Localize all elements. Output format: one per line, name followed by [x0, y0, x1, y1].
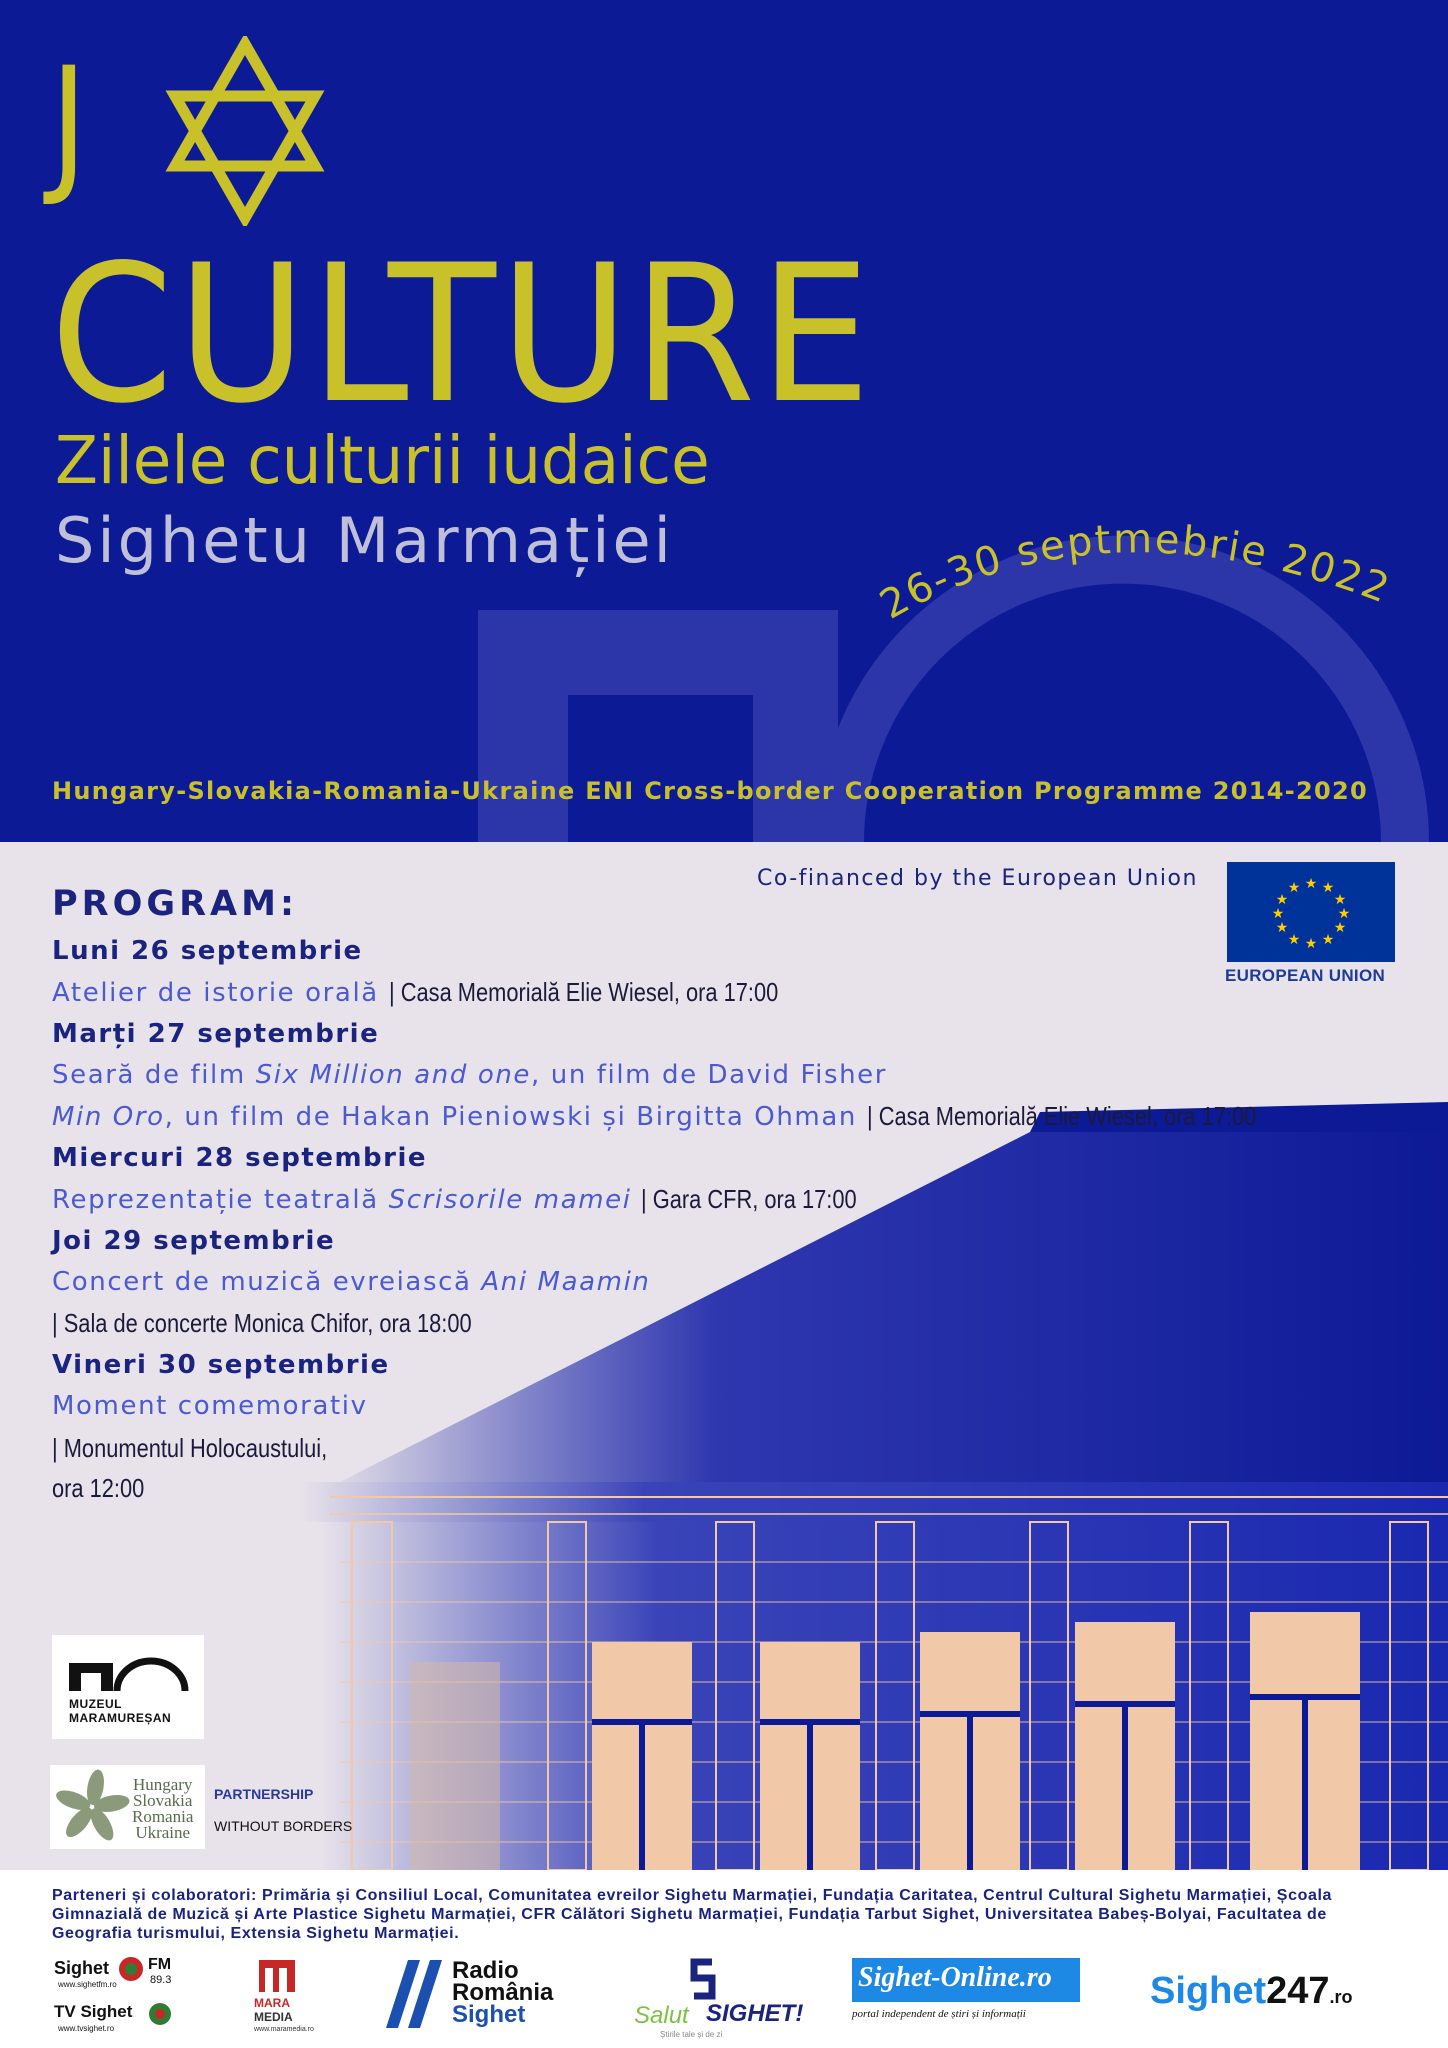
mara-media-url: www.maramedia.ro	[254, 2026, 314, 2033]
salut-tagline: Știrile tale și de zi	[660, 2030, 723, 2039]
svg-text:26-30 septmebrie 2022	[872, 516, 1396, 628]
svg-text:★: ★	[1304, 936, 1318, 952]
tv-sighet-logo: TV Sighet	[54, 2002, 133, 2021]
day-heading: Marți 27 septembrie	[52, 1019, 380, 1049]
event-title-italic: Ani Maamin	[481, 1267, 651, 1297]
event-line	[52, 1101, 1330, 1132]
dates-text: 26-30 septmebrie 2022	[872, 516, 1397, 629]
sighet247-a: Sighet	[1150, 1970, 1267, 2012]
radio-line3: Sighet	[452, 2001, 526, 2028]
tv-sighet-icon	[148, 2002, 172, 2026]
svg-text:★: ★	[1275, 892, 1289, 908]
event-title-italic: Six Million and one	[255, 1060, 532, 1090]
day-heading: Miercuri 28 septembrie	[52, 1143, 428, 1173]
event-line	[52, 977, 852, 1008]
fm-label: FM	[148, 1956, 172, 1973]
svg-text:★: ★	[1321, 932, 1335, 948]
program-title: PROGRAM:	[52, 884, 298, 924]
event-title-part: Concert de muzică evreiască	[52, 1267, 482, 1297]
partnership-label: PARTNERSHIP	[214, 1786, 314, 1802]
sighet-online-label: Sighet-Online.ro	[858, 1962, 1052, 1993]
radio-line1: Radio	[452, 1957, 519, 1984]
day-heading: Joi 29 septembrie	[52, 1226, 336, 1256]
event-title-italic: Scrisorile mamei	[388, 1185, 632, 1215]
svg-text:★: ★	[1287, 932, 1301, 948]
muzeu-line2: MARAMUREȘAN	[69, 1711, 172, 1725]
sighet247-c: .ro	[1329, 1987, 1353, 2007]
partners-paragraph	[52, 1886, 1402, 1943]
event-line	[52, 1060, 887, 1090]
mara-media-2: MEDIA	[254, 2010, 293, 2024]
day-heading: Luni 26 septembrie	[52, 936, 363, 966]
salut-sighet-label: SIGHET!	[706, 2000, 804, 2027]
title-culture: CULTURE	[50, 224, 875, 445]
partners-list: Primăria și Consiliul Local, Comunitatea evreilor Sighetu Marmației, Fundația Caritatea, Centrul Cultural Sighetu Marmației, Școala Gimnazială de Muzică și Arte Plastice Sighetu Marmației, CFR Călători Sighetu Marmației, Fundația Tarbut Sighet, Universitatea Babeș-Bolyai, Facultatea de Geografia turismului, Extensia Sighetu Marmației.	[52, 1887, 1332, 1942]
event-venue: ora 12:00	[52, 1473, 145, 1503]
event-venue: | Gara CFR, ora 17:00	[641, 1184, 858, 1214]
event-venue: | Casa Memorială Elie Wiesel, ora 17:00	[388, 977, 778, 1007]
without-borders-label: WITHOUT BORDERS	[214, 1818, 353, 1834]
event-title-part: Seară de film	[52, 1060, 256, 1090]
radio-romania-icon	[378, 1958, 446, 2030]
event-title-part: , un film de Hakan Pieniowski și Birgitta Ohman	[164, 1102, 857, 1132]
star-of-david-icon	[165, 36, 325, 226]
subtitle: Zilele culturii iudaice	[55, 422, 710, 499]
header-banner	[0, 0, 1448, 842]
svg-text:★: ★	[1337, 906, 1351, 922]
sighet-fm-icon	[118, 1956, 144, 1982]
svg-text:★: ★	[1271, 906, 1285, 922]
sighet247-b: 247	[1266, 1970, 1330, 2012]
mara-media-icon	[255, 1958, 299, 1994]
building-cornice	[300, 1482, 1448, 1522]
watermark-notch	[568, 695, 753, 842]
title-letter-j: J	[50, 36, 88, 210]
svg-text:★: ★	[1287, 880, 1301, 896]
svg-text:★: ★	[1304, 876, 1318, 892]
event-line	[52, 1267, 651, 1297]
muzeul-maramuresan-logo	[52, 1635, 204, 1739]
event-venue: | Casa Memorială Elie Wiesel, ora 17:00	[866, 1101, 1257, 1131]
fm-frequency: 89.3	[150, 1974, 172, 1986]
event-title-italic: Min Oro	[52, 1102, 165, 1132]
muzeu-line1: MUZEUL	[69, 1697, 122, 1711]
country-hungary: Hungary	[132, 1775, 193, 1794]
day-heading: Vineri 30 septembrie	[52, 1350, 390, 1380]
city-name: Sighetu Marmației	[55, 504, 674, 577]
museum-logo-icon	[69, 1647, 189, 1703]
sighet247-label	[1150, 1970, 1353, 2013]
country-romania: Romania	[132, 1807, 194, 1826]
country-slovakia: Slovakia	[132, 1791, 193, 1810]
cofinanced-text: Co-financed by the European Union	[757, 866, 1198, 891]
event-title: Moment comemorativ	[52, 1391, 368, 1421]
sighet-online-tagline: portal independent de știri și informații	[852, 2008, 1026, 2020]
eu-label: EUROPEAN UNION	[1225, 966, 1386, 985]
svg-text:★: ★	[1333, 892, 1347, 908]
sighet-fm-logo: Sighet	[54, 1958, 110, 1978]
partners-label: Parteneri și colaboratori:	[52, 1887, 257, 1904]
svg-text:★: ★	[1275, 920, 1289, 936]
event-dates	[860, 500, 1420, 660]
tv-sighet-url: www.tvsighet.ro	[58, 2024, 115, 2033]
event-venue: | Sala de concerte Monica Chifor, ora 18:00	[52, 1308, 472, 1338]
salut-label: Salut	[634, 2002, 689, 2029]
svg-text:★: ★	[1321, 880, 1335, 896]
partnership-logo	[50, 1765, 205, 1849]
event-title-part: , un film de David Fisher	[531, 1060, 888, 1090]
event-line	[52, 1184, 898, 1215]
country-ukraine: Ukraine	[135, 1823, 191, 1842]
eu-flag-icon	[1227, 862, 1395, 962]
programme-name: Hungary-Slovakia-Romania-Ukraine ENI Cross-border Cooperation Programme 2014-2020	[52, 777, 1369, 805]
event-venue: | Monumentul Holocaustului,	[52, 1433, 328, 1463]
salut-sighet-icon	[688, 1958, 718, 2000]
radio-line2: România	[452, 1979, 554, 2006]
leaf-icon	[52, 1767, 132, 1847]
event-title: Atelier de istorie orală	[52, 978, 379, 1008]
svg-text:★: ★	[1333, 920, 1347, 936]
event-title-part: Reprezentație teatrală	[52, 1185, 389, 1215]
mara-media-1: MARA	[254, 1996, 290, 2010]
sighet-fm-url: www.sighetfm.ro	[58, 1980, 117, 1989]
